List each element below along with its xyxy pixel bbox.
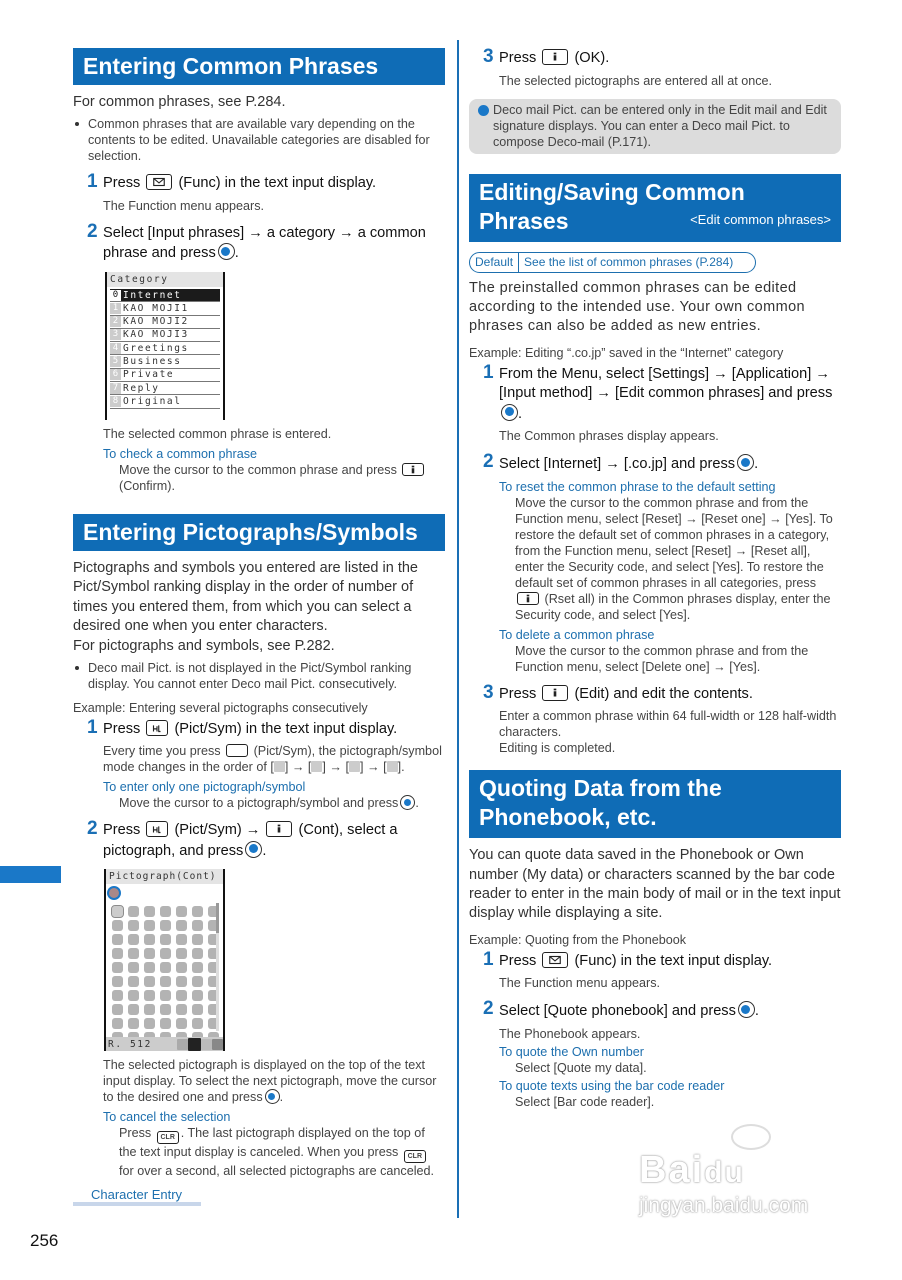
step-3 bbox=[469, 46, 841, 69]
category-number: 8 bbox=[110, 396, 121, 407]
step-text: Press bbox=[499, 685, 537, 702]
category-item[interactable] bbox=[110, 369, 220, 382]
pictograph-cell-icon[interactable] bbox=[160, 934, 171, 945]
center-button-icon bbox=[501, 404, 518, 421]
tip-title: To delete a common phrase bbox=[499, 627, 655, 642]
pictograph-cell-icon[interactable] bbox=[144, 976, 155, 987]
center-button-icon bbox=[737, 454, 754, 471]
center-button-icon bbox=[218, 243, 235, 260]
pictograph-cell-icon[interactable] bbox=[176, 934, 187, 945]
pictograph-cell-icon[interactable] bbox=[160, 906, 171, 917]
pictograph-cell-icon[interactable] bbox=[160, 976, 171, 987]
clr-key-icon: CLR bbox=[157, 1131, 179, 1144]
pictograph-cell-icon[interactable] bbox=[192, 962, 203, 973]
step-note: The Common phrases display appears. bbox=[499, 429, 719, 444]
column-divider bbox=[457, 40, 459, 1218]
pictograph-cell-icon[interactable] bbox=[192, 976, 203, 987]
result-text-part: . bbox=[279, 1090, 284, 1105]
step-text: . bbox=[262, 842, 267, 859]
section-heading bbox=[469, 174, 841, 242]
screen-title: Category bbox=[107, 272, 223, 287]
tip-text-part: (Confirm). bbox=[119, 478, 175, 493]
step-text: (Pict/Sym) → bbox=[174, 822, 261, 839]
pictograph-cell-icon[interactable] bbox=[160, 990, 171, 1001]
footer-section-text: Character Entry bbox=[91, 1187, 183, 1203]
step-text: (OK). bbox=[574, 50, 610, 66]
step-number: 2 bbox=[483, 451, 494, 473]
step-1 bbox=[469, 361, 841, 425]
intro-paragraph: For pictographs and symbols, see P.282. bbox=[73, 637, 335, 654]
pictograph-cell-icon[interactable] bbox=[176, 1004, 187, 1015]
step-number: 2 bbox=[87, 818, 98, 840]
pictograph-cell-icon[interactable] bbox=[192, 990, 203, 1001]
heading-subtitle: <Edit common phrases> bbox=[690, 211, 831, 227]
category-label: KAO MOJI2 bbox=[123, 316, 189, 328]
step-text: Press bbox=[499, 952, 537, 969]
tip-text-part: Move the cursor to a pictograph/symbol and press bbox=[119, 796, 399, 811]
step-text: . bbox=[518, 405, 523, 422]
pictograph-cell-icon[interactable] bbox=[144, 934, 155, 945]
step-note: The Function menu appears. bbox=[103, 198, 265, 213]
pictograph-cell-icon[interactable] bbox=[112, 990, 123, 1001]
note-line: Enter a common phrase within 64 full-width or 128 half-width characters. bbox=[499, 709, 837, 740]
result-text bbox=[73, 1057, 445, 1105]
clr-key-icon: CLR bbox=[404, 1150, 426, 1163]
pictograph-cell-icon[interactable] bbox=[144, 990, 155, 1001]
category-item[interactable] bbox=[110, 382, 220, 395]
center-button-icon bbox=[738, 1001, 755, 1018]
arrow: → bbox=[291, 760, 305, 775]
category-item[interactable] bbox=[110, 316, 220, 329]
default-badge[interactable] bbox=[469, 252, 756, 273]
i-mode-key-icon bbox=[402, 463, 424, 476]
symbol-mode-icon bbox=[349, 761, 360, 772]
note-text: (Pict/Sym), the pictograph/symbol mode changes in the order of bbox=[103, 744, 442, 775]
step-text: Select [Quote phonebook] and press bbox=[499, 1003, 736, 1020]
step-note: The selected pictographs are entered all at once. bbox=[499, 73, 773, 88]
category-label: Original bbox=[123, 395, 182, 407]
section-heading: Quoting Data from the Phonebook, etc. bbox=[469, 770, 841, 838]
tip-text-part: Press bbox=[119, 1126, 152, 1141]
pictograph-cell-icon[interactable] bbox=[144, 1004, 155, 1015]
pictograph-cell-icon[interactable] bbox=[112, 906, 123, 917]
tip-text-part: (Rset all) in the Common phrases display, enter the Security code, and select [Yes]. bbox=[515, 591, 831, 622]
pictograph-cell-icon[interactable] bbox=[160, 920, 171, 931]
pictograph-cell-icon[interactable] bbox=[144, 906, 155, 917]
pictograph-cell-icon[interactable] bbox=[176, 990, 187, 1001]
center-button-icon bbox=[400, 795, 415, 810]
badge-link[interactable]: See the list of common phrases (P.284) bbox=[524, 255, 734, 269]
category-screen bbox=[105, 272, 225, 420]
step-text: Press bbox=[103, 175, 141, 192]
step-text: . bbox=[754, 456, 759, 473]
step-number: 2 bbox=[87, 220, 98, 242]
tip-text-part: . The last pictograph displayed on the top of the text input display is canceled. When you press bbox=[119, 1126, 425, 1160]
category-number: 7 bbox=[110, 383, 121, 394]
scrollbar[interactable] bbox=[216, 903, 219, 1031]
step-2 bbox=[73, 220, 445, 264]
step-number: 1 bbox=[483, 361, 494, 383]
note-line: Editing is completed. bbox=[499, 741, 616, 756]
i-mode-key-icon bbox=[542, 685, 568, 701]
category-label: Reply bbox=[123, 382, 160, 394]
step-1 bbox=[73, 171, 445, 194]
pictograph-screen bbox=[104, 869, 225, 1051]
pictograph-cell-icon[interactable] bbox=[128, 976, 139, 987]
tip-title: To check a common phrase bbox=[103, 446, 257, 461]
tip-text bbox=[469, 495, 841, 623]
step-note: Every time you press (Pict/Sym), the pictograph/symbol mode changes in the order of [ ] → [ ] → [ ] → [ ]. bbox=[103, 744, 442, 775]
example-label: Example: Entering several pictographs consecutively bbox=[73, 700, 368, 715]
category-label: KAO MOJI3 bbox=[123, 329, 189, 341]
pictograph-cell-icon[interactable] bbox=[176, 948, 187, 959]
category-number: 4 bbox=[110, 343, 121, 354]
mode-tab-icon bbox=[201, 1039, 212, 1050]
tip-text-part: . bbox=[415, 796, 419, 811]
step-3 bbox=[469, 681, 841, 705]
category-number: 0 bbox=[110, 290, 121, 301]
step-number: 3 bbox=[483, 681, 494, 703]
pictograph-cell-icon[interactable] bbox=[176, 976, 187, 987]
category-number: 1 bbox=[110, 303, 121, 314]
paw-icon bbox=[731, 1124, 771, 1150]
step-number: 3 bbox=[483, 46, 494, 67]
pictograph-cell-icon[interactable] bbox=[112, 1018, 123, 1029]
pictograph-cell-icon[interactable] bbox=[192, 948, 203, 959]
category-label: Business bbox=[123, 356, 182, 368]
screen-title: Pictograph(Cont) bbox=[106, 869, 223, 884]
kaomoji-mode-icon bbox=[311, 761, 322, 772]
pictograph-cell-icon[interactable] bbox=[128, 920, 139, 931]
step-text: Press bbox=[499, 50, 537, 66]
pictograph-cell-icon[interactable] bbox=[176, 962, 187, 973]
category-number: 3 bbox=[110, 329, 121, 340]
mode-tab-active-icon bbox=[188, 1038, 201, 1051]
pictograph-cell-icon[interactable] bbox=[112, 976, 123, 987]
step-1 bbox=[469, 948, 841, 972]
pict-sym-key-icon bbox=[226, 744, 248, 757]
center-button-icon bbox=[245, 841, 262, 858]
step-text: (Cont), select a pictograph, and press bbox=[103, 822, 398, 859]
mode-tab-icon bbox=[212, 1039, 223, 1050]
category-number: 2 bbox=[110, 316, 121, 327]
step-note: The Function menu appears. bbox=[499, 976, 661, 991]
category-item[interactable] bbox=[110, 395, 220, 408]
tip-text: Select [Bar code reader]. bbox=[515, 1094, 655, 1109]
arrow: → bbox=[329, 760, 343, 775]
step-2 bbox=[73, 818, 445, 861]
category-item[interactable] bbox=[110, 289, 220, 302]
baidu-watermark-logo: Baidu jingyan.baidu.com bbox=[639, 1124, 839, 1220]
category-number: 5 bbox=[110, 356, 121, 367]
step-text: Select [Internet] → [.co.jp] and press bbox=[499, 456, 736, 473]
intro-text: You can quote data saved in the Phonebook or Own number (My data) or characters scanned by the bar code reader to enter in the main body of mail or in the text input display while displaying a site. bbox=[469, 847, 841, 922]
page-number: 256 bbox=[30, 1231, 59, 1250]
pictograph-cell-icon[interactable] bbox=[112, 920, 123, 931]
tip-text bbox=[73, 1125, 445, 1179]
footer-section-label[interactable] bbox=[73, 1187, 201, 1206]
step-number: 1 bbox=[483, 948, 494, 970]
bullet-note: Deco mail Pict. is not displayed in the Pict/Symbol ranking display. You cannot enter Deco mail Pict. consecutively. bbox=[73, 660, 445, 692]
step-text: Press bbox=[103, 720, 141, 737]
bullet-note: Common phrases that are available vary depending on the contents to be edited. Unavailable categories are disabled for selection. bbox=[73, 116, 445, 164]
pictograph-cell-icon[interactable] bbox=[192, 1018, 203, 1029]
pictograph-cell-icon[interactable] bbox=[176, 920, 187, 931]
mail-key-icon bbox=[146, 174, 172, 190]
tip-title: To quote texts using the bar code reader bbox=[499, 1078, 725, 1093]
pictograph-cell-icon[interactable] bbox=[128, 906, 139, 917]
pictograph-cell-icon[interactable] bbox=[176, 906, 187, 917]
arrow: → bbox=[367, 760, 380, 775]
step-1 bbox=[73, 716, 445, 740]
pictograph-cell-icon[interactable] bbox=[160, 948, 171, 959]
badge-label: Default bbox=[470, 253, 519, 272]
category-item[interactable] bbox=[110, 329, 220, 342]
pict-sym-key-icon bbox=[146, 720, 168, 736]
step-text: (Pict/Sym) in the text input display. bbox=[174, 720, 398, 737]
pictograph-cell-icon[interactable] bbox=[192, 934, 203, 945]
step-text: From the Menu, select [Settings] → [Application] → [Input method] → [Edit common phrases] and press bbox=[499, 365, 833, 402]
tip-text bbox=[73, 795, 445, 811]
result-text: The selected common phrase is entered. bbox=[103, 426, 332, 441]
pictograph-cell-icon[interactable] bbox=[144, 962, 155, 973]
chapter-tab bbox=[0, 866, 61, 883]
pictograph-cell-icon[interactable] bbox=[144, 948, 155, 959]
category-label: Greetings bbox=[123, 342, 189, 354]
step-number: 2 bbox=[483, 998, 494, 1020]
example-label: Example: Quoting from the Phonebook bbox=[469, 932, 687, 947]
tip-text-part: Move the cursor to the common phrase and from the Function menu, select [Reset] → [Reset one] → [Yes]. To restore the default set of common phrases in a category, from the Function menu, select [Reset] → [Reset all], enter the Security code, and select [Yes]. To restore the default set of common phrases in all categories, press bbox=[515, 495, 833, 590]
step-number: 1 bbox=[87, 716, 98, 738]
example-label: Example: Editing “.co.jp” saved in the “Internet” category bbox=[469, 345, 784, 360]
category-number: 6 bbox=[110, 369, 121, 380]
intro-text: For common phrases, see P.284. bbox=[73, 94, 286, 110]
category-label: Private bbox=[123, 369, 175, 381]
section-heading: Entering Common Phrases bbox=[73, 48, 445, 85]
pictograph-cell-icon[interactable] bbox=[112, 948, 123, 959]
i-mode-key-icon bbox=[542, 49, 568, 65]
pictograph-cell-icon[interactable] bbox=[160, 962, 171, 973]
note-text: Deco mail Pict. can be entered only in the Edit mail and Edit signature displays. You can enter a Deco mail Pict. to compose Deco-mail (P.171). bbox=[493, 102, 827, 149]
pictograph-cell-icon[interactable] bbox=[112, 962, 123, 973]
tip-text: Move the cursor to the common phrase and from the Function menu, select [Delete one] → [Yes]. bbox=[515, 643, 809, 674]
step-text: . bbox=[234, 245, 239, 262]
pictograph-cell-icon[interactable] bbox=[192, 906, 203, 917]
left-column bbox=[73, 48, 445, 1206]
step-note bbox=[469, 708, 841, 756]
tip-text-part: Move the cursor to the common phrase and press bbox=[119, 462, 397, 477]
pictograph-mode-icon bbox=[274, 761, 285, 772]
step-2 bbox=[469, 998, 841, 1022]
info-dot-icon bbox=[478, 105, 489, 116]
category-item[interactable] bbox=[110, 302, 220, 315]
pictograph-cell-icon[interactable] bbox=[160, 1004, 171, 1015]
note-box bbox=[469, 99, 841, 154]
step-text: Select [Input phrases] → a category → a common phrase and press bbox=[103, 224, 426, 262]
step-text: (Edit) and edit the contents. bbox=[574, 685, 753, 702]
pictograph-cell-icon[interactable] bbox=[112, 1004, 123, 1015]
step-text: Press bbox=[103, 822, 141, 839]
right-column bbox=[469, 46, 841, 1220]
intro-text: The preinstalled common phrases can be edited according to the intended use. Your own common phrases can also be added as new entries. bbox=[469, 279, 805, 335]
tip-title: To cancel the selection bbox=[103, 1110, 231, 1125]
mail-key-icon bbox=[542, 952, 568, 968]
tip-text bbox=[73, 462, 445, 494]
category-item[interactable] bbox=[110, 342, 220, 355]
intro-text bbox=[73, 559, 445, 656]
heading-title: Editing/Saving Common Phrases bbox=[479, 178, 745, 234]
i-mode-key-icon bbox=[517, 592, 539, 605]
pictograph-cell-icon[interactable] bbox=[176, 1018, 187, 1029]
tip-title: To enter only one pictograph/symbol bbox=[103, 780, 306, 795]
i-mode-key-icon bbox=[266, 821, 292, 837]
tip-title: To reset the common phrase to the default setting bbox=[499, 479, 776, 494]
category-label: KAO MOJI1 bbox=[123, 302, 189, 314]
pictograph-cell-icon[interactable] bbox=[192, 920, 203, 931]
step-text: (Func) in the text input display. bbox=[574, 952, 773, 969]
center-button-icon bbox=[265, 1089, 280, 1104]
pictograph-cell-icon[interactable] bbox=[192, 1004, 203, 1015]
tip-title: To quote the Own number bbox=[499, 1044, 644, 1059]
pictograph-cell-icon[interactable] bbox=[128, 1018, 139, 1029]
pictograph-cell-icon[interactable] bbox=[112, 934, 123, 945]
pictograph-grid[interactable] bbox=[106, 902, 223, 1047]
tip-text: Select [Quote my data]. bbox=[515, 1060, 647, 1075]
category-label: Internet bbox=[123, 289, 182, 301]
mode-tab-icon bbox=[177, 1039, 188, 1050]
pictograph-cell-icon[interactable] bbox=[128, 962, 139, 973]
pictograph-cell-icon[interactable] bbox=[128, 934, 139, 945]
pictograph-counter: R. 512 bbox=[108, 1038, 152, 1050]
step-note: The Phonebook appears. bbox=[499, 1026, 641, 1041]
step-number: 1 bbox=[87, 171, 98, 193]
step-text: . bbox=[754, 1003, 759, 1020]
result-text-part: The selected pictograph is displayed on the top of the text input display. To select the next pictograph, move the cursor to the desired one and press bbox=[103, 1058, 437, 1105]
selected-pictograph bbox=[107, 886, 121, 900]
pictograph-cell-icon[interactable] bbox=[144, 920, 155, 931]
tip-text-part: for over a second, all selected pictographs are canceled. bbox=[119, 1164, 435, 1179]
note-text: Every time you press bbox=[103, 744, 221, 759]
pictograph-cell-icon[interactable] bbox=[144, 1018, 155, 1029]
screen-footer bbox=[106, 1037, 223, 1051]
pictograph-cell-icon[interactable] bbox=[160, 1018, 171, 1029]
step-2 bbox=[469, 451, 841, 475]
pictograph-cell-icon[interactable] bbox=[128, 948, 139, 959]
pict-sym-key-icon bbox=[146, 821, 168, 837]
intro-paragraph: Pictographs and symbols you entered are listed in the Pict/Symbol ranking display in the order of number of times you entered them, from which you can select a desired one when you enter characters. bbox=[73, 559, 418, 635]
category-item[interactable] bbox=[110, 355, 220, 368]
pictograph-cell-icon[interactable] bbox=[128, 990, 139, 1001]
step-text: (Func) in the text input display. bbox=[178, 175, 377, 192]
deco-mode-icon bbox=[387, 761, 398, 772]
pictograph-cell-icon[interactable] bbox=[128, 1004, 139, 1015]
section-heading: Entering Pictographs/Symbols bbox=[73, 514, 445, 551]
